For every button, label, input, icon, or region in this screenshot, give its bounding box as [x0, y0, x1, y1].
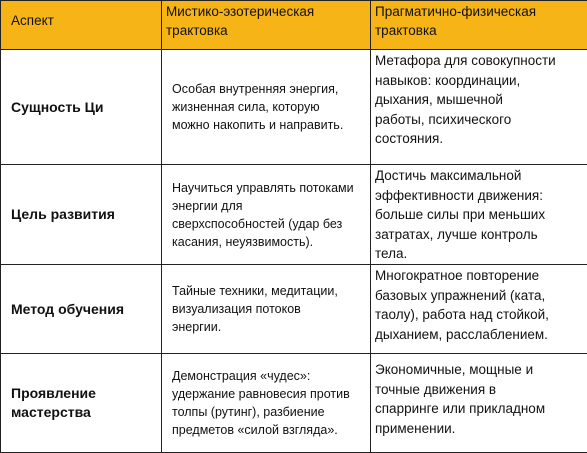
- pragmatic-cell: Достичь максимальной эффективности движения: больше силы при меньших затратах, лучше контроль тела.: [371, 165, 587, 265]
- mystic-cell: Демонстрация «чудес»: удержание равновесия против толпы (рутинг), разбиение предметов «силой взгляда».: [162, 354, 371, 453]
- table-row: [1, 165, 587, 265]
- aspect-cell: Цель развития: [1, 165, 162, 265]
- pragmatic-cell: Экономичные, мощные и точные движения в спарринге или прикладном применении.: [371, 354, 587, 453]
- pragmatic-cell: Метафора для совокупности навыков: координации, дыхания, мышечной работы, психического состояния.: [371, 50, 587, 165]
- table-row: [1, 354, 587, 453]
- aspect-cell: Метод обучения: [1, 265, 162, 354]
- table-row: [1, 265, 587, 354]
- header-aspect: Аспект: [1, 1, 162, 50]
- header-row: [1, 1, 587, 50]
- mystic-cell: Научиться управлять потоками энергии для сверхспособностей (удар без касания, неуязвимость).: [162, 165, 371, 265]
- aspect-cell: Проявление мастерства: [1, 354, 162, 453]
- mystic-cell: Тайные техники, медитации, визуализация потоков энергии.: [162, 265, 371, 354]
- header-pragmatic: Прагматично-физическая трактовка: [371, 1, 587, 50]
- mystic-cell: Особая внутренняя энергия, жизненная сила, которую можно накопить и направить.: [162, 50, 371, 165]
- header-mystic: Мистико-эзотерическая трактовка: [162, 1, 371, 50]
- aspect-cell: Сущность Ци: [1, 50, 162, 165]
- pragmatic-cell: Многократное повторение базовых упражнений (ката, таолу), работа над стойкой, дыханием, расслаблением.: [371, 265, 587, 354]
- table-row: [1, 50, 587, 165]
